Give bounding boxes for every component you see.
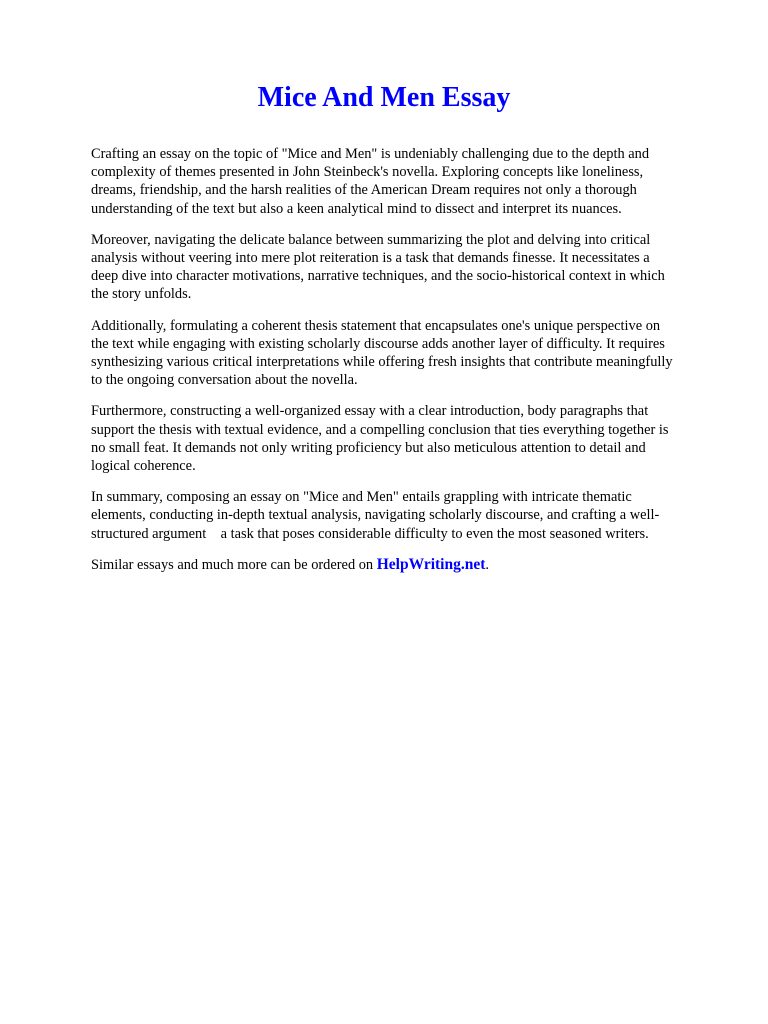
paragraph-line: In summary, composing an essay on "Mice and Men" entails grappling with intricate thematic bbox=[91, 489, 632, 506]
paragraph-line: logical coherence. bbox=[91, 458, 196, 475]
paragraph-1 bbox=[91, 145, 721, 218]
paragraph-line: deep dive into character motivations, narrative techniques, and the socio-historical context in which bbox=[91, 268, 665, 285]
page-title: Mice And Men Essay bbox=[257, 82, 511, 113]
paragraph-line: Moreover, navigating the delicate balance between summarizing the plot and delving into critical bbox=[91, 231, 651, 248]
helpwriting-link[interactable]: HelpWriting.net bbox=[376, 555, 486, 573]
paragraph-4 bbox=[91, 402, 721, 475]
paragraph-line: the story unfolds. bbox=[91, 286, 192, 303]
paragraph-line: to the ongoing conversation about the novella. bbox=[91, 372, 358, 389]
footer-suffix: . bbox=[485, 556, 489, 573]
paragraph-line: Crafting an essay on the topic of "Mice and Men" is undeniably challenging due to the depth and bbox=[91, 146, 650, 162]
essay-body bbox=[91, 145, 721, 587]
paragraph-line: support the thesis with textual evidence, and a compelling conclusion that ties everything together is bbox=[91, 421, 669, 438]
paragraph-line: Furthermore, constructing a well-organized essay with a clear introduction, body paragraphs that bbox=[91, 403, 649, 420]
paragraph-line: understanding of the text but also a keen analytical mind to dissect and interpret its nuances. bbox=[91, 200, 622, 217]
paragraph-line: Additionally, formulating a coherent thesis statement that encapsulates one's unique perspective on bbox=[91, 317, 661, 334]
paragraph-line: the text while engaging with existing scholarly discourse adds another layer of difficulty. It requires bbox=[91, 335, 665, 352]
footer-text: Similar essays and much more can be ordered on bbox=[91, 556, 377, 573]
paragraph-3 bbox=[91, 317, 721, 390]
footer-paragraph bbox=[91, 556, 721, 574]
paragraph-line: synthesizing various critical interpretations while offering fresh insights that contribute meaningfully bbox=[91, 354, 673, 371]
paragraph-2 bbox=[91, 231, 721, 304]
paragraph-line: complexity of themes presented in John Steinbeck's novella. Exploring concepts like loneliness, bbox=[91, 164, 644, 181]
paragraph-5 bbox=[91, 488, 721, 543]
paragraph-line: elements, conducting in-depth textual analysis, navigating scholarly discourse, and crafting a well- bbox=[91, 507, 660, 524]
paragraph-line: no small feat. It demands not only writing proficiency but also meticulous attention to detail and bbox=[91, 439, 646, 456]
paragraph-line: analysis without veering into mere plot reiteration is a task that demands finesse. It necessitates a bbox=[91, 250, 650, 267]
paragraph-line: structured argument a task that poses considerable difficulty to even the most seasoned writers. bbox=[91, 525, 649, 542]
paragraph-line: dreams, friendship, and the harsh realities of the American Dream requires not only a thorough bbox=[91, 182, 637, 199]
